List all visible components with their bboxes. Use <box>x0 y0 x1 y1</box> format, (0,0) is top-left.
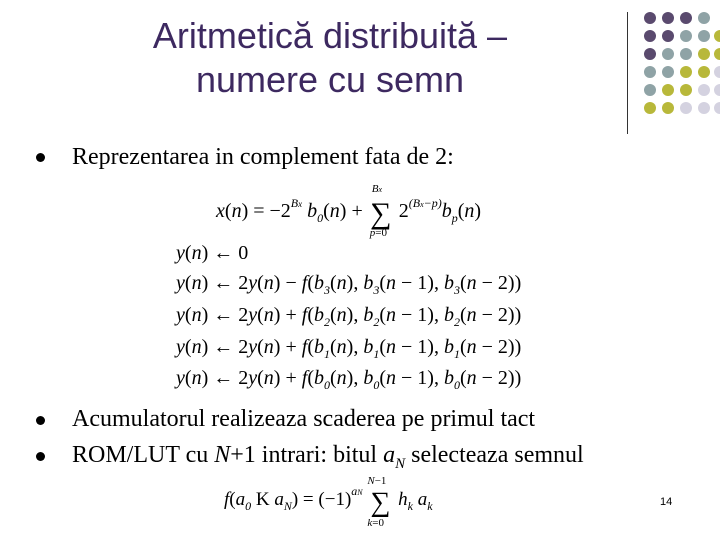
dot-row-2 <box>644 30 720 42</box>
step-1: y(n) ← 0 <box>176 242 249 264</box>
bullet-marker-1 <box>36 153 45 162</box>
equation-lut: $f(a_0$ K $a_N) = (-1)^{aN}$ ∑ N−1 k=0 $h_k$ $a_k$ <box>224 475 433 529</box>
step-5: y(n) ← $2y(n) + f(b_0(n)$, $b_0(n - 1)$, $b_0(n - 2)$) <box>176 367 522 392</box>
dot-row-3 <box>644 48 720 60</box>
dot-row-4 <box>644 66 720 78</box>
title-line-1: Aritmetică distribuită – <box>152 15 508 56</box>
title-line-2: numere cu semn <box>195 59 465 100</box>
summation-symbol: ∑ Bx p=0 <box>369 183 392 239</box>
bullet-marker-2 <box>36 416 45 425</box>
lut-summation-symbol: ∑ N−1 k=0 <box>367 475 391 529</box>
dot-row-5 <box>644 84 720 96</box>
decorative-divider <box>627 12 628 134</box>
dot-row-1 <box>644 12 710 24</box>
bullet-3-mid: +1 intrari: bitul <box>230 442 384 468</box>
slide-title <box>60 14 600 102</box>
bullet-marker-3 <box>36 452 45 461</box>
decorative-dot-grid <box>642 8 720 128</box>
bullet-text-2: Acumulatorul realizeaza scaderea pe primul tact <box>72 406 536 432</box>
bullet-text-3 <box>72 441 584 478</box>
step-2: y(n) ← $2y(n) - f(b_3(n)$, $b_3(n - 1)$, $b_3(n - 2)$) <box>176 272 522 297</box>
bullet-3-post: selecteaza semnul <box>405 442 584 468</box>
bullet-text-1: Reprezentarea in complement fata de 2: <box>72 144 454 170</box>
dot-row-6 <box>644 102 720 114</box>
bullet-3-var-a: a <box>383 442 396 468</box>
bullet-3-pre: ROM/LUT cu <box>72 442 215 468</box>
page-number: 14 <box>660 496 673 508</box>
bullet-3-var-n: N <box>214 442 231 468</box>
equation-main: $x(n) = -2^{Bx}$ $b_0(n)$ + ∑ Bx p=0 $2^{(Bx-p)}b_p(n)$ <box>216 183 482 239</box>
bullet-3-var-a-sub: N <box>395 455 406 472</box>
step-3: y(n) ← $2y(n) + f(b_2(n)$, $b_2(n - 1)$, $b_2(n - 2)$) <box>176 304 522 329</box>
step-4: y(n) ← $2y(n) + f(b_1(n)$, $b_1(n - 1)$, $b_1(n - 2)$) <box>176 336 522 361</box>
